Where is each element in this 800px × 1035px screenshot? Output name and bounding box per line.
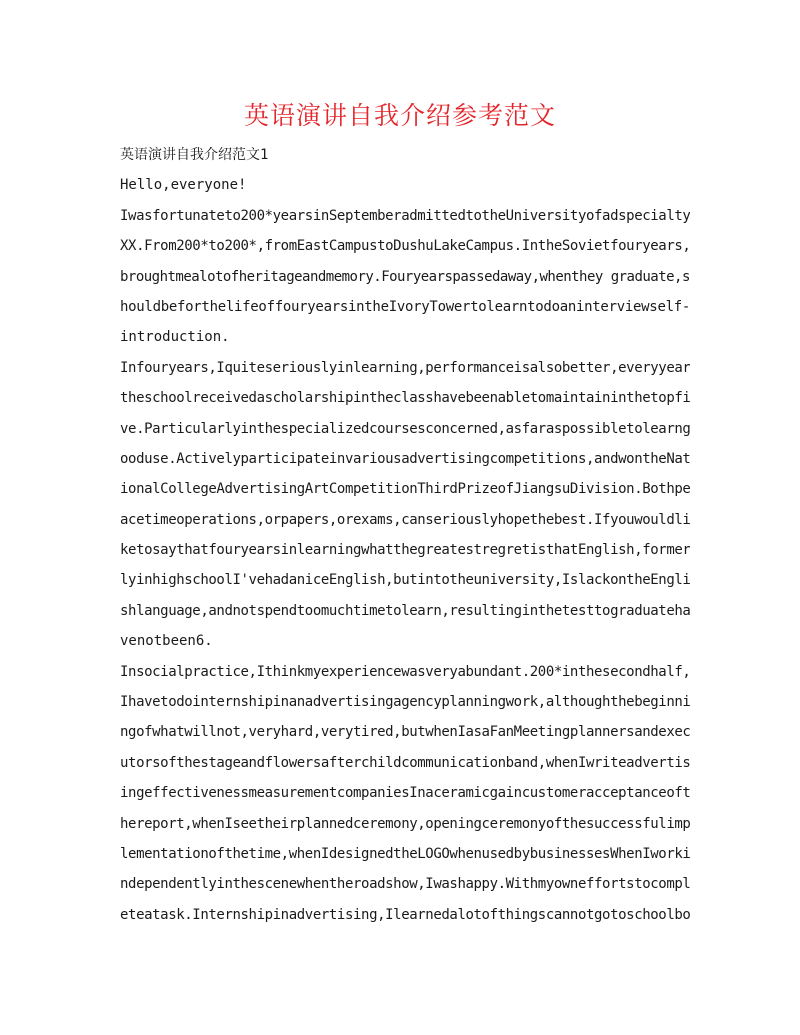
body-line: ooduse.Activelyparticipateinvariousadvertisingcompetitions,andwontheNat bbox=[120, 450, 690, 467]
body-line: ngofwhatwillnot,veryhard,verytired,butwhenIasaFanMeetingplannersandexec bbox=[120, 724, 690, 741]
body-line: XX.From200*to200*,fromEastCampustoDushuLakeCampus.IntheSovietfouryears, bbox=[120, 238, 690, 255]
document-title: 英语演讲自我介绍参考范文 bbox=[243, 101, 556, 130]
body-line: ionalCollegeAdvertisingArtCompetitionThirdPrizeofJiangsuDivision.Bothpe bbox=[120, 481, 690, 498]
document-body bbox=[120, 140, 690, 930]
body-line: Ihavetodointernshipinanadvertisingagencyplanningwork,althoughthebeginni bbox=[120, 694, 690, 711]
body-line: introduction. bbox=[120, 329, 230, 346]
body-line: Iwasfortunateto200*yearsinSeptemberadmittedtotheUniversityofadspecialty bbox=[120, 207, 690, 224]
body-line: ndependentlyinthescenewhentheroadshow,Iwashappy.Withmyowneffortstocompl bbox=[120, 876, 690, 893]
body-line: venotbeen6. bbox=[120, 633, 213, 650]
body-line: houldbeforthelifeoffouryearsintheIvoryTowertolearntodoaninterviewself- bbox=[120, 298, 690, 315]
body-line: ketosaythatfouryearsinlearningwhatthegreatestregretisthatEnglish,former bbox=[120, 542, 690, 559]
body-line: ve.Particularlyinthespecializedcoursesconcerned,asfaraspossibletolearng bbox=[120, 420, 690, 437]
body-line: shlanguage,andnotspendtoomuchtimetolearn,resultinginthetesttograduateha bbox=[120, 602, 690, 619]
body-line: hereport,whenIseetheirplannedceremony,openingceremonyofthesuccessfulimp bbox=[120, 815, 690, 832]
body-line: Hello,everyone! bbox=[120, 177, 247, 194]
body-line: theschoolreceivedascholarshipintheclasshavebeenabletomaintaininthetopfi bbox=[120, 390, 690, 407]
body-line: Insocialpractice,Ithinkmyexperiencewasveryabundant.200*inthesecondhalf, bbox=[120, 663, 690, 680]
body-line: 英语演讲自我介绍范文1 bbox=[120, 147, 269, 163]
body-line: broughtmealotofheritageandmemory.Fouryearspassedaway,whenthey graduate,s bbox=[120, 268, 690, 285]
body-line: ingeffectivenessmeasurementcompaniesInaceramicgaincustomeracceptanceoft bbox=[120, 785, 690, 802]
body-line: acetimeoperations,orpapers,orexams,canseriouslyhopethebest.Ifyouwouldli bbox=[120, 511, 690, 528]
body-line: lyinhighschoolI'vehadaniceEnglish,butintotheuniversity,IslackontheEngli bbox=[120, 572, 690, 589]
body-line: eteatask.Internshipinadvertising,Ilearnedalotofthingscannotgotoschoolbo bbox=[120, 906, 690, 923]
body-line: lementationofthetime,whenIdesignedtheLOGOwhenusedbybusinessesWhenIworki bbox=[120, 845, 690, 862]
body-line: utorsofthestageandflowersafterchildcommunicationband,whenIwriteadvertis bbox=[120, 754, 690, 771]
body-line: Infouryears,Iquiteseriouslyinlearning,performanceisalsobetter,everyyear bbox=[120, 359, 690, 376]
